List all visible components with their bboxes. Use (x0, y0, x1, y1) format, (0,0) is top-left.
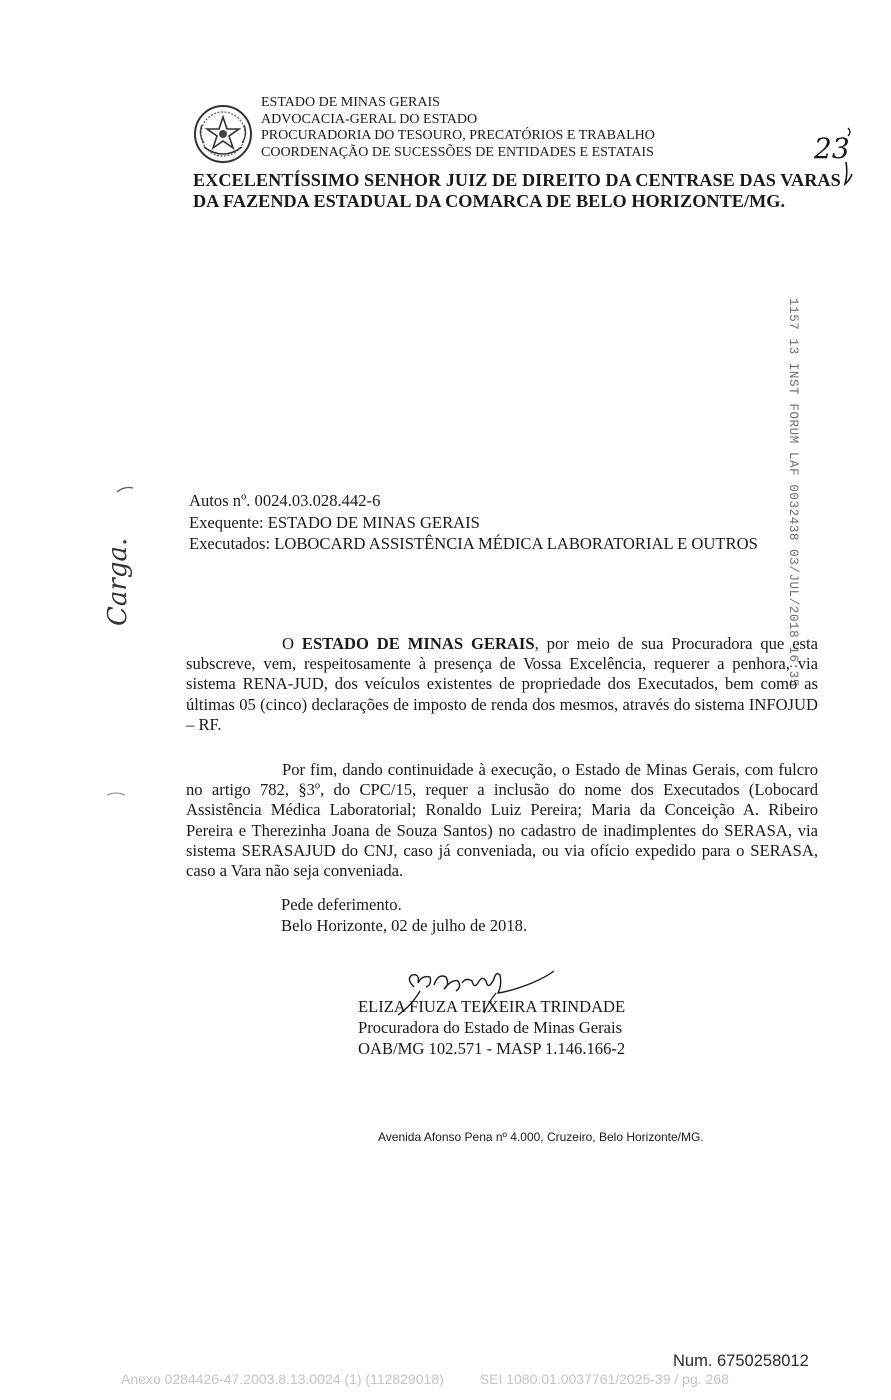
addressee-heading (193, 170, 841, 212)
closing (281, 894, 527, 936)
closing-request: Pede deferimento. (281, 895, 402, 914)
addressee-line-1: EXCELENTÍSSIMO SENHOR JUIZ DE DIREITO DA CENTRASE DAS VARAS (193, 170, 841, 190)
protocol-stamp (786, 298, 808, 687)
signer-name: ELIZA FIUZA TEIXEIRA TRINDADE (358, 997, 626, 1016)
case-info (189, 490, 758, 555)
para1-bold-state: ESTADO DE MINAS GERAIS (301, 634, 535, 653)
case-plaintiff: Exequente: ESTADO DE MINAS GERAIS (189, 512, 480, 532)
margin-tick-mark (116, 484, 134, 494)
signer-title: Procuradora do Estado de Minas Gerais (358, 1018, 623, 1037)
para1-rest: , por meio de sua Procuradora que esta subscreve, vem, respeitosamente à presença de Vossa Excelência, requerer a penhora, via sistema RENA-JUD, dos veículos existentes de propriedade dos Executados, bem como as últimas 05 (cinco) declarações de imposto de renda dos mesmos, através do sistema INFOJUD – RF. (186, 634, 818, 734)
margin-tick-mark-lower (106, 790, 126, 798)
body-paragraph-1 (186, 634, 818, 735)
document-number: Num. 6750258012 (673, 1352, 809, 1370)
svg-text:Carga.: Carga. (103, 537, 133, 626)
protocol-stamp-text: 1157 13 INST FORUM LAF 0032438 03/JUL/2018 16:35 (786, 298, 800, 687)
para1-lead: O (282, 634, 302, 653)
margin-note-carga (96, 530, 138, 630)
signer-registration: OAB/MG 102.571 - MASP 1.146.166-2 (358, 1039, 626, 1058)
svg-text:23: 23 (814, 132, 850, 165)
footer-sei: SEI 1080.01.0037761/2025-39 / pg. 268 (479, 1371, 729, 1387)
letterhead-line-state: ESTADO DE MINAS GERAIS (261, 95, 440, 110)
coat-of-arms-icon (192, 103, 254, 165)
footer-annex: Anexo 0284426-47.2003.8.13.0024 (1) (112829018) (121, 1371, 444, 1387)
letterhead-line-office: PROCURADORIA DO TESOURO, PRECATÓRIOS E TRABALHO (261, 128, 655, 143)
closing-place-date: Belo Horizonte, 02 de julho de 2018. (281, 916, 528, 935)
signer-block (358, 996, 625, 1059)
case-number: Autos nº. 0024.03.028.442-6 (189, 491, 381, 510)
office-address: Avenida Afonso Pena nº 4.000, Cruzeiro, Belo Horizonte/MG. (378, 1130, 704, 1144)
body-paragraph-2 (186, 760, 818, 881)
letterhead-line-agency: ADVOCACIA-GERAL DO ESTADO (261, 111, 478, 127)
para2-text: Por fim, dando continuidade à execução, o Estado de Minas Gerais, com fulcro no artigo 782, §3º, do CPC/15, requer a inclusão do nome dos Executados (Lobocard Assistência Médica Laboratorial; Ronaldo Luiz Pereira; Maria da Conceição A. Ribeiro Pereira e Therezinha Joana de Souza Santos) no cadastro de inadimplentes do SERASA, via sistema SERASAJUD do CNJ, caso já conveniada, ou via ofício expedido para o SERASA, caso a Vara não seja conveniada. (186, 760, 818, 881)
addressee-line-2: DA FAZENDA ESTADUAL DA COMARCA DE BELO HORIZONTE/MG. (193, 191, 786, 211)
footer-metadata (121, 1371, 729, 1387)
letterhead-line-coordination: COORDENAÇÃO DE SUCESSÕES DE ENTIDADES E ESTATAIS (261, 144, 654, 160)
case-defendants: Executados: LOBOCARD ASSISTÊNCIA MÉDICA LABORATORIAL E OUTROS (189, 534, 758, 553)
letterhead (261, 95, 655, 161)
